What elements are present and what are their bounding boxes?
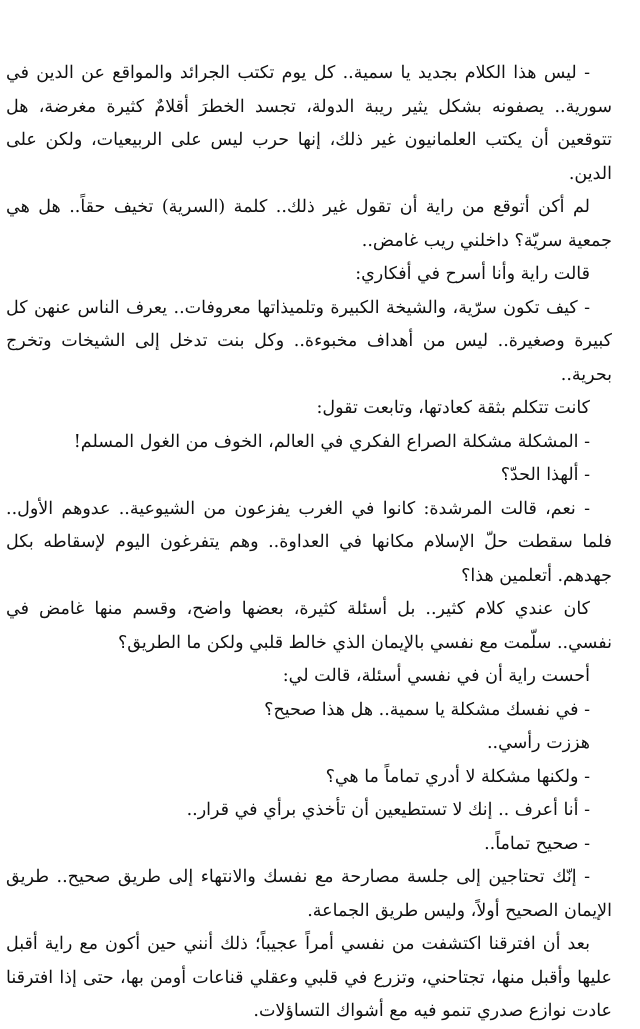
- paragraph-11: - في نفسك مشكلة يا سمية.. هل هذا صحيح؟: [264, 699, 590, 720]
- paragraph-1: - ليس هذا الكلام بجديد يا سمية.. كل يوم تكتب الجرائد والمواقع عن الدين في سورية.. يصفونه بشكل يثير ريبة الدولة، تجسد الخطرَ أقلامٌ كثيرة مغرضة، هل تتوقعين أن يكتب العلمانيون غير ذلك، إنها حرب ليس على الربيعيات، ولكن على الدين.: [6, 63, 612, 184]
- paragraph-7: - ألهذا الحدّ؟: [500, 465, 590, 485]
- paragraph-5: كانت تتكلم بثقة كعادتها، وتابعت تقول:: [316, 398, 590, 418]
- paragraph-2: لم أكن أتوقع من راية أن تقول غير ذلك.. كلمة (السرية) تخيف حقاً.. هل هي جمعية سريّة؟ داخلني ريب غامض..: [6, 197, 612, 251]
- paragraph-12: هززت رأسي..: [486, 733, 590, 753]
- paragraph-8: - نعم، قالت المرشدة: كانوا في الغرب يفزعون من الشيوعية.. عدوهم الأول.. فلما سقطت حلّ الإسلام مكانها في العداوة.. وهم يتفرغون اليوم لإسقاطه بكل جهدهم. أتعلمين هذا؟: [6, 498, 612, 586]
- document-body: [6, 57, 612, 1029]
- paragraph-10: أحست راية أن في نفسي أسئلة، قالت لي:: [282, 666, 590, 686]
- paragraph-16: - إنّك تحتاجين إلى جلسة مصارحة مع نفسك والانتهاء إلى طريق صحيح.. طريق الإيمان الصحيح أولاً، وليس طريق الجماعة.: [6, 867, 612, 921]
- paragraph-6: - المشكلة مشكلة الصراع الفكري في العالم، الخوف من الغول المسلم!: [73, 431, 590, 452]
- paragraph-17: بعد أن افترقنا اكتشفت من نفسي أمراً عجيباً؛ ذلك أنني حين أكون مع راية أقبل عليها وأقبل منها، تجتاحني، وتزرع في قلبي وعقلي قناعات أومن بها، حتى إذا افترقنا عادت نوازع صدري تنمو فيه مع أشواك التساؤلات.: [6, 934, 612, 1021]
- paragraph-9: كان عندي كلام كثير.. بل أسئلة كثيرة، بعضها واضح، وقسم منها غامض في نفسي.. سلّمت مع نفسي بالإيمان الذي خالط قلبي ولكن ما الطريق؟: [6, 599, 612, 653]
- paragraph-14: - أنا أعرف .. إنك لا تستطيعين أن تأخذي برأي في قرار..: [186, 800, 590, 820]
- paragraph-15: - صحيح تماماً..: [484, 833, 590, 854]
- paragraph-3: قالت راية وأنا أسرح في أفكاري:: [355, 264, 590, 284]
- paragraph-4: - كيف تكون سرّية، والشيخة الكبيرة وتلميذاتها معروفات.. يعرف الناس عنهن كل كبيرة وصغيرة.. ليس من أهداف مخبوءة.. وكل بنت تدخل إلى الشيخات وتخرج بحرية..: [6, 297, 612, 385]
- paragraph-13: - ولكنها مشكلة لا أدري تماماً ما هي؟: [325, 766, 590, 787]
